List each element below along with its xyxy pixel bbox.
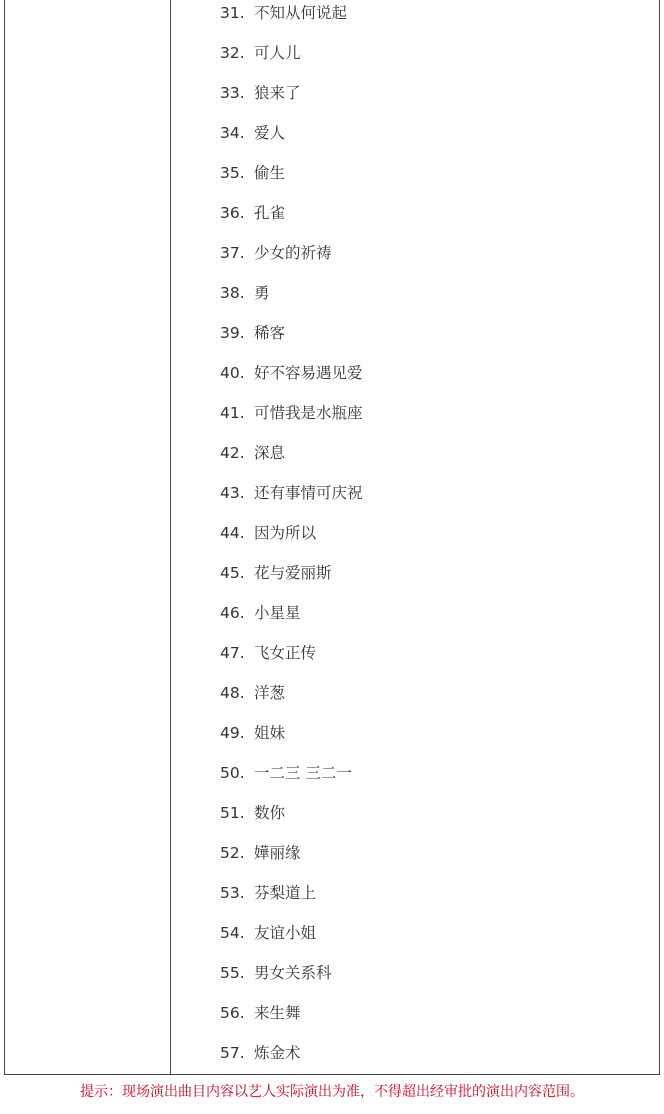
song-title: 飞女正传 bbox=[253, 644, 316, 662]
song-number: 34. bbox=[220, 124, 245, 142]
song-title: 不知从何说起 bbox=[253, 4, 347, 22]
song-title: 孔雀 bbox=[253, 204, 285, 222]
song-item bbox=[220, 201, 285, 225]
song-title: 勇 bbox=[253, 284, 270, 302]
song-item bbox=[220, 881, 316, 905]
song-number: 47. bbox=[220, 644, 245, 662]
song-title: 炼金术 bbox=[253, 1044, 301, 1062]
song-item bbox=[220, 961, 331, 985]
column-divider bbox=[170, 0, 171, 1074]
song-title: 深息 bbox=[253, 444, 285, 462]
song-title: 小星星 bbox=[253, 604, 301, 622]
song-item bbox=[220, 81, 300, 105]
song-number: 55. bbox=[220, 964, 245, 982]
song-title: 爱人 bbox=[253, 124, 285, 142]
song-number: 32. bbox=[220, 44, 245, 62]
song-item bbox=[220, 801, 285, 825]
song-title: 男女关系科 bbox=[253, 964, 332, 982]
song-title: 偷生 bbox=[253, 164, 285, 182]
song-title: 芬梨道上 bbox=[253, 884, 316, 902]
song-number: 48. bbox=[220, 684, 245, 702]
song-item bbox=[220, 681, 285, 705]
song-number: 53. bbox=[220, 884, 245, 902]
song-number: 36. bbox=[220, 204, 245, 222]
song-number: 51. bbox=[220, 804, 245, 822]
song-title: 稀客 bbox=[253, 324, 285, 342]
song-number: 50. bbox=[220, 764, 245, 782]
song-item bbox=[220, 401, 362, 425]
song-item bbox=[220, 641, 316, 665]
song-item bbox=[220, 521, 316, 545]
song-title: 狼来了 bbox=[253, 84, 301, 102]
song-item bbox=[220, 481, 362, 505]
song-item bbox=[220, 41, 300, 65]
song-title: 好不容易遇见爱 bbox=[253, 364, 363, 382]
song-item bbox=[220, 1041, 300, 1065]
song-title: 数你 bbox=[253, 804, 285, 822]
song-title: 花与爱丽斯 bbox=[253, 564, 332, 582]
song-number: 39. bbox=[220, 324, 245, 342]
song-number: 35. bbox=[220, 164, 245, 182]
song-item bbox=[220, 841, 300, 865]
song-number: 52. bbox=[220, 844, 245, 862]
song-item bbox=[220, 1, 347, 25]
song-item bbox=[220, 441, 285, 465]
song-item bbox=[220, 361, 362, 385]
song-number: 45. bbox=[220, 564, 245, 582]
song-item bbox=[220, 1001, 300, 1025]
song-item bbox=[220, 281, 269, 305]
song-number: 46. bbox=[220, 604, 245, 622]
song-item bbox=[220, 561, 331, 585]
song-title: 可惜我是水瓶座 bbox=[253, 404, 363, 422]
song-item bbox=[220, 761, 352, 785]
song-number: 42. bbox=[220, 444, 245, 462]
song-title: 来生舞 bbox=[253, 1004, 301, 1022]
song-item bbox=[220, 921, 316, 945]
song-number: 57. bbox=[220, 1044, 245, 1062]
song-number: 56. bbox=[220, 1004, 245, 1022]
song-number: 41. bbox=[220, 404, 245, 422]
song-title: 可人儿 bbox=[253, 44, 301, 62]
song-number: 38. bbox=[220, 284, 245, 302]
song-number: 43. bbox=[220, 484, 245, 502]
song-number: 37. bbox=[220, 244, 245, 262]
song-title: 因为所以 bbox=[253, 524, 316, 542]
footer-note: 提示：现场演出曲目内容以艺人实际演出为准，不得超出经审批的演出内容范围。 bbox=[80, 1084, 584, 1100]
song-number: 33. bbox=[220, 84, 245, 102]
song-title: 一二三 三二一 bbox=[253, 764, 352, 782]
song-number: 40. bbox=[220, 364, 245, 382]
song-title: 嬅丽缘 bbox=[253, 844, 301, 862]
song-title: 还有事情可庆祝 bbox=[253, 484, 363, 502]
song-number: 31. bbox=[220, 4, 245, 22]
song-item bbox=[220, 321, 285, 345]
song-number: 44. bbox=[220, 524, 245, 542]
song-number: 54. bbox=[220, 924, 245, 942]
song-item bbox=[220, 121, 285, 145]
song-title: 姐妹 bbox=[253, 724, 285, 742]
song-title: 洋葱 bbox=[253, 684, 285, 702]
song-title: 少女的祈祷 bbox=[253, 244, 332, 262]
song-title: 友谊小姐 bbox=[253, 924, 316, 942]
song-item bbox=[220, 601, 300, 625]
song-item bbox=[220, 721, 285, 745]
song-item bbox=[220, 161, 285, 185]
song-table bbox=[4, 0, 660, 1075]
song-number: 49. bbox=[220, 724, 245, 742]
song-item bbox=[220, 241, 331, 265]
